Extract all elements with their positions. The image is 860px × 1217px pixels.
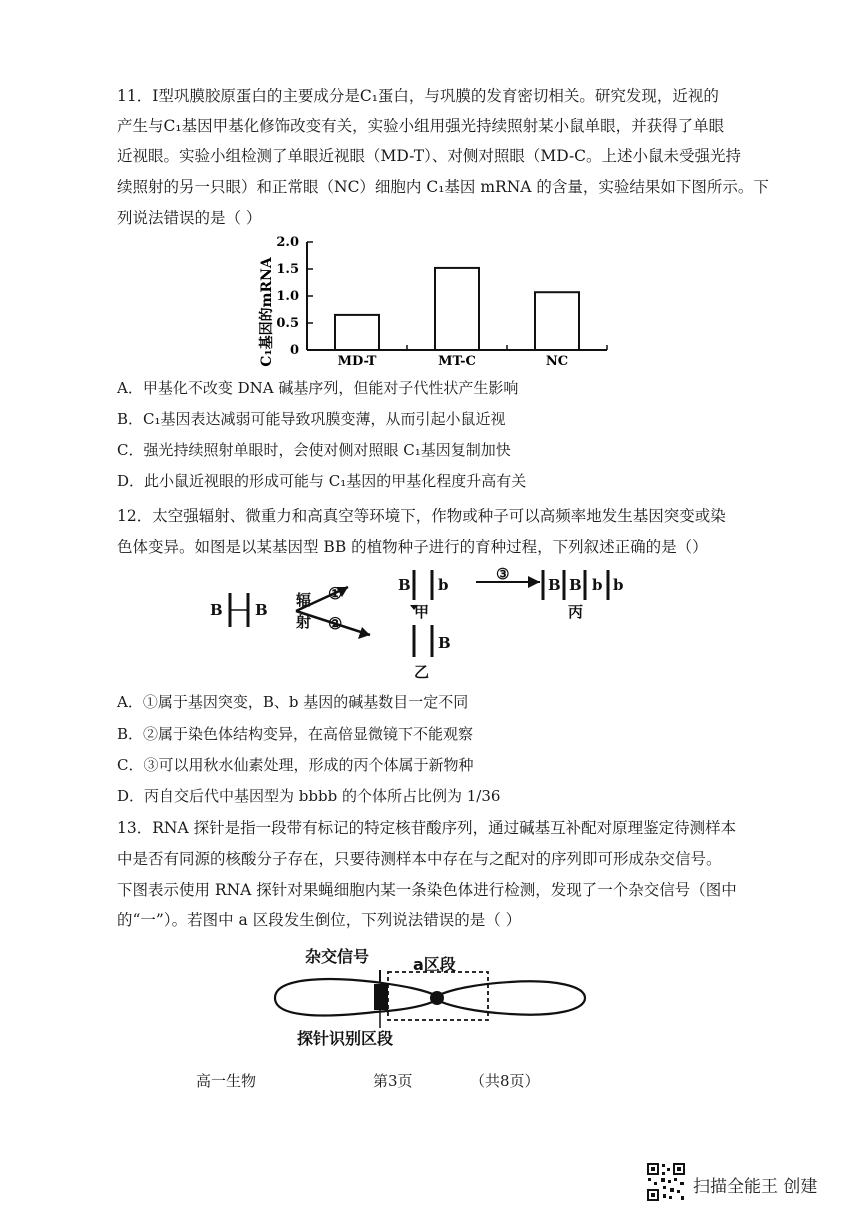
hybrid-signal-label: 杂交信号 xyxy=(305,947,370,966)
jia-allele-left: B xyxy=(398,576,411,594)
chart-bars xyxy=(335,268,579,350)
x-tick-label: MD-T xyxy=(337,354,377,369)
bing-label: 丙 xyxy=(568,603,584,621)
q12-option-d: D．丙自交后代中基因型为 bbbb 的个体所占比例为 1/36 xyxy=(117,787,501,805)
q12-option-b: B．②属于染色体结构变异，在高倍显微镜下不能观察 xyxy=(117,725,474,743)
bar-nc xyxy=(535,292,579,350)
y-tick-label: 1.0 xyxy=(276,289,299,304)
mrna-bar-chart xyxy=(245,232,615,372)
yi-label: 乙 xyxy=(414,663,430,681)
q11-line-2: 产生与C₁基因甲基化修饰改变有关，实验小组用强光持续照射某小鼠单眼，并获得了单眼 xyxy=(117,117,725,135)
footer-page: 第3页 xyxy=(373,1072,413,1090)
jia-label: 甲 xyxy=(414,603,430,621)
footer-total: （共8页） xyxy=(470,1072,540,1090)
jia-allele-right: b xyxy=(438,576,449,594)
q11-option-b: B．C₁基因表达减弱可能导致巩膜变薄，从而引起小鼠近视 xyxy=(117,410,506,428)
qr-code-icon xyxy=(646,1162,686,1202)
q13-line-1: 13．RNA 探针是指一段带有标记的特定核苷酸序列，通过碱基互补配对原理鉴定待测样本 xyxy=(117,819,737,837)
footer-subject: 高一生物 xyxy=(196,1072,257,1090)
q13-line-4: 的“一”）。若图中 a 区段发生倒位，下列说法错误的是（ ） xyxy=(117,911,522,929)
probe-region-label: 探针识别区段 xyxy=(297,1029,394,1048)
y-tick-label: 0 xyxy=(289,343,299,358)
radiation-label-bottom: 射 xyxy=(296,613,312,631)
watermark-text: 扫描全能王 创建 xyxy=(693,1177,818,1197)
yi-allele-right: B xyxy=(438,634,451,652)
q11-line-1: 11．Ⅰ型巩膜胶原蛋白的主要成分是C₁蛋白，与巩膜的发育密切相关。研究发现，近视的 xyxy=(117,87,719,105)
step-2-marker: ② xyxy=(328,614,343,633)
q11-option-c: C．强光持续照射单眼时，会使对侧对照眼 C₁基因复制加快 xyxy=(117,441,511,459)
x-tick-label: NC xyxy=(545,354,569,369)
chart-categories xyxy=(338,354,569,369)
step-3-marker: ③ xyxy=(496,565,510,583)
bing-allele-2: B xyxy=(569,576,582,594)
bing-allele-4: b xyxy=(613,576,624,594)
y-tick-label: 0.5 xyxy=(276,316,299,331)
q12-line-2: 色体变异。如图是以某基因型 BB 的植物种子进行的育种过程，下列叙述正确的是（） xyxy=(117,538,708,556)
q13-line-2: 中是否有同源的核酸分子存在，只要待测样本中存在与之配对的序列即可形成杂交信号。 xyxy=(117,850,722,868)
bing-allele-1: B xyxy=(548,576,561,594)
q12-line-1: 12．太空强辐射、微重力和高真空等环境下，作物或种子可以高频率地发生基因突变或染 xyxy=(117,507,726,525)
start-allele-right: B xyxy=(255,601,268,619)
q11-option-a: A．甲基化不改变 DNA 碱基序列，但能对子代性状产生影响 xyxy=(117,379,519,397)
q12-option-c: C．③可以用秋水仙素处理，形成的丙个体属于新物种 xyxy=(117,756,474,774)
q12-option-a: A．①属于基因突变，B、b 基因的碱基数目一定不同 xyxy=(117,693,469,711)
y-tick-label: 2.0 xyxy=(276,235,299,250)
segment-a-label: a区段 xyxy=(413,955,456,974)
bar-mt-c xyxy=(435,268,479,350)
q11-line-4: 续照射的另一只眼）和正常眼（NC）细胞内 C₁基因 mRNA 的含量，实验结果如下图所示。下 xyxy=(117,178,769,196)
radiation-label-top: 辐 xyxy=(296,591,312,609)
q11-line-5: 列说法错误的是（ ） xyxy=(117,209,262,227)
y-axis-label: C₁基因的mRNA xyxy=(259,257,275,367)
q11-option-d: D．此小鼠近视眼的形成可能与 C₁基因的甲基化程度升高有关 xyxy=(117,472,527,490)
breeding-diagram xyxy=(200,565,660,685)
step-1-marker: ① xyxy=(328,584,343,603)
x-tick-label: MT-C xyxy=(438,354,476,369)
q13-line-3: 下图表示使用 RNA 探针对果蝇细胞内某一条染色体进行检测，发现了一个杂交信号（图中 xyxy=(117,881,737,899)
chromosome-diagram xyxy=(265,940,595,1055)
bing-allele-3: b xyxy=(592,576,603,594)
q11-line-3: 近视眼。实验小组检测了单眼近视眼（MD-T）、对侧对照眼（MD-C。上述小鼠未受强光持 xyxy=(117,147,742,165)
y-tick-label: 1.5 xyxy=(276,262,299,277)
bar-md-t xyxy=(335,315,379,350)
start-allele-left: B xyxy=(210,601,223,619)
